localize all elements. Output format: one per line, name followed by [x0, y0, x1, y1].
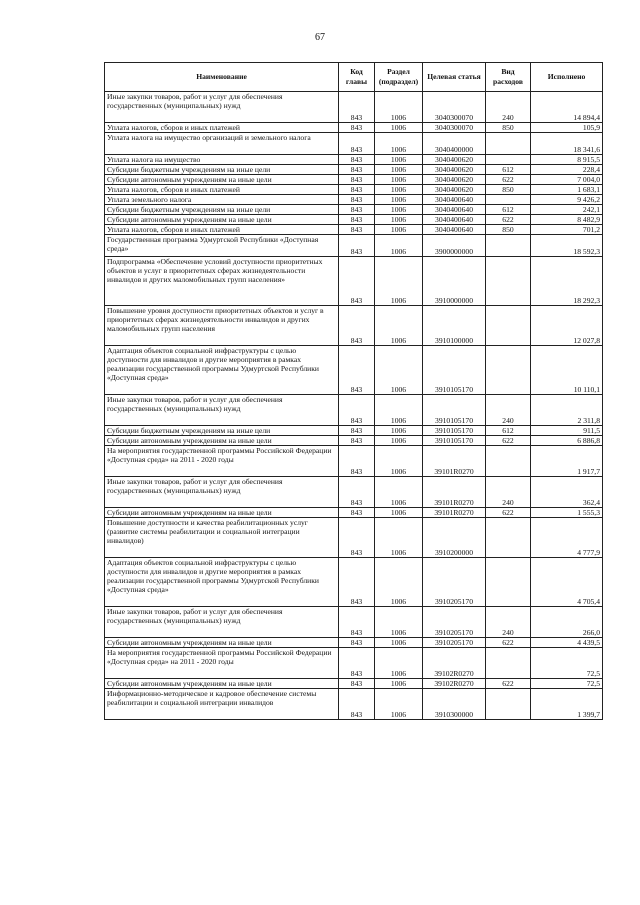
row-name: Субсидии бюджетным учреждениям на иные цели: [105, 205, 339, 215]
row-name: Уплата налога на имущество: [105, 155, 339, 165]
row-section: 1006: [375, 175, 423, 185]
row-section: 1006: [375, 446, 423, 477]
row-code: 843: [339, 175, 375, 185]
row-amount: 2 311,8: [531, 395, 603, 426]
table-row: [105, 648, 603, 679]
row-code: 843: [339, 607, 375, 638]
row-amount: 18 341,6: [531, 133, 603, 155]
row-amount: 12 027,8: [531, 306, 603, 346]
header-code: Код главы: [339, 63, 375, 92]
row-expense-type: 850: [486, 123, 531, 133]
table-row: [105, 215, 603, 225]
row-section: 1006: [375, 558, 423, 607]
table-row: [105, 607, 603, 638]
row-name: Иные закупки товаров, работ и услуг для обеспечения государственных (муниципальных) нужд: [105, 477, 339, 508]
row-section: 1006: [375, 123, 423, 133]
row-code: 843: [339, 123, 375, 133]
table-row: [105, 518, 603, 558]
row-amount: 18 592,3: [531, 235, 603, 257]
row-code: 843: [339, 346, 375, 395]
row-article: 3910205170: [423, 607, 486, 638]
row-amount: 4 777,9: [531, 518, 603, 558]
row-section: 1006: [375, 638, 423, 648]
row-section: 1006: [375, 235, 423, 257]
row-amount: 266,0: [531, 607, 603, 638]
row-article: 3040400000: [423, 133, 486, 155]
row-article: 3040400640: [423, 205, 486, 215]
row-name: Субсидии автономным учреждениям на иные цели: [105, 215, 339, 225]
table-row: [105, 426, 603, 436]
row-name: На мероприятия государственной программы Российской Федерации «Доступная среда» на 2011 - 2020 годы: [105, 648, 339, 679]
row-code: 843: [339, 648, 375, 679]
table-row: [105, 235, 603, 257]
row-expense-type: [486, 235, 531, 257]
row-expense-type: [486, 195, 531, 205]
row-name: Субсидии автономным учреждениям на иные цели: [105, 679, 339, 689]
row-amount: 9 426,2: [531, 195, 603, 205]
row-expense-type: [486, 133, 531, 155]
row-amount: 1 399,7: [531, 689, 603, 720]
row-name: Адаптация объектов социальной инфраструктуры с целью доступности для инвалидов и другие мероприятия в рамках реализации государственной программы Удмуртской Республики «Доступная среда»: [105, 346, 339, 395]
row-section: 1006: [375, 607, 423, 638]
row-amount: 1 555,3: [531, 508, 603, 518]
row-article: 3040400640: [423, 215, 486, 225]
row-amount: 8 482,9: [531, 215, 603, 225]
row-expense-type: 612: [486, 205, 531, 215]
row-name: Уплата налогов, сборов и иных платежей: [105, 123, 339, 133]
row-code: 843: [339, 446, 375, 477]
table-row: [105, 123, 603, 133]
table-row: [105, 165, 603, 175]
row-expense-type: 622: [486, 175, 531, 185]
row-article: 3040300070: [423, 123, 486, 133]
table-row: [105, 195, 603, 205]
row-section: 1006: [375, 92, 423, 123]
row-article: 3910000000: [423, 257, 486, 306]
row-amount: 6 886,8: [531, 436, 603, 446]
row-name: Информационно-методическое и кадровое обеспечение системы реабилитации и социальной интеграции инвалидов: [105, 689, 339, 720]
table-row: [105, 205, 603, 215]
table-row: [105, 679, 603, 689]
row-code: 843: [339, 235, 375, 257]
row-expense-type: 240: [486, 92, 531, 123]
row-section: 1006: [375, 689, 423, 720]
row-article: 3040400640: [423, 195, 486, 205]
row-article: 3040400620: [423, 175, 486, 185]
row-article: 3910105170: [423, 346, 486, 395]
row-name: Повышение доступности и качества реабилитационных услуг (развитие системы реабилитации и социальной интеграции инвалидов): [105, 518, 339, 558]
table-row: [105, 346, 603, 395]
table-row: [105, 225, 603, 235]
table-row: [105, 395, 603, 426]
table-row: [105, 175, 603, 185]
row-section: 1006: [375, 225, 423, 235]
row-amount: 72,5: [531, 648, 603, 679]
row-code: 843: [339, 689, 375, 720]
row-name: Иные закупки товаров, работ и услуг для обеспечения государственных (муниципальных) нужд: [105, 395, 339, 426]
header-article: Целевая статья: [423, 63, 486, 92]
row-code: 843: [339, 558, 375, 607]
row-article: 3910300000: [423, 689, 486, 720]
row-code: 843: [339, 257, 375, 306]
row-expense-type: [486, 648, 531, 679]
row-section: 1006: [375, 205, 423, 215]
row-section: 1006: [375, 346, 423, 395]
row-section: 1006: [375, 436, 423, 446]
row-amount: 10 110,1: [531, 346, 603, 395]
row-name: Повышение уровня доступности приоритетных объектов и услуг в приоритетных сферах жизнедеятельности инвалидов и других маломобильных групп населения: [105, 306, 339, 346]
row-expense-type: 612: [486, 165, 531, 175]
row-article: 3040400620: [423, 155, 486, 165]
row-article: 3040400620: [423, 165, 486, 175]
row-expense-type: [486, 306, 531, 346]
row-article: 3910200000: [423, 518, 486, 558]
budget-table-container: [104, 62, 602, 720]
row-code: 843: [339, 215, 375, 225]
row-article: 3910100000: [423, 306, 486, 346]
row-article: 3900000000: [423, 235, 486, 257]
row-code: 843: [339, 195, 375, 205]
row-amount: 242,1: [531, 205, 603, 215]
row-section: 1006: [375, 195, 423, 205]
row-amount: 4 439,5: [531, 638, 603, 648]
row-section: 1006: [375, 648, 423, 679]
row-code: 843: [339, 155, 375, 165]
row-expense-type: [486, 346, 531, 395]
row-expense-type: [486, 518, 531, 558]
row-name: Адаптация объектов социальной инфраструктуры с целью доступности для инвалидов и другие мероприятия в рамках реализации государственной программы Удмуртской Республики «Доступная среда»: [105, 558, 339, 607]
row-expense-type: 850: [486, 225, 531, 235]
row-amount: 362,4: [531, 477, 603, 508]
row-article: 39102R0270: [423, 648, 486, 679]
row-amount: 4 705,4: [531, 558, 603, 607]
row-expense-type: 612: [486, 426, 531, 436]
row-name: Подпрограмма «Обеспечение условий доступности приоритетных объектов и услуг в приоритетных сферах жизнедеятельности инвалидов и других маломобильных групп населения»: [105, 257, 339, 306]
row-code: 843: [339, 165, 375, 175]
table-header-row: [105, 63, 603, 92]
row-section: 1006: [375, 508, 423, 518]
row-code: 843: [339, 477, 375, 508]
row-article: 3040300070: [423, 92, 486, 123]
row-section: 1006: [375, 133, 423, 155]
row-article: 3910205170: [423, 638, 486, 648]
header-executed: Исполнено: [531, 63, 603, 92]
row-article: 39101R0270: [423, 446, 486, 477]
row-section: 1006: [375, 257, 423, 306]
row-amount: 105,9: [531, 123, 603, 133]
budget-table: [104, 62, 603, 720]
row-article: 3910205170: [423, 558, 486, 607]
row-expense-type: 240: [486, 395, 531, 426]
table-row: [105, 306, 603, 346]
row-amount: 72,5: [531, 679, 603, 689]
header-section: Раздел (подраздел): [375, 63, 423, 92]
row-code: 843: [339, 185, 375, 195]
row-article: 3040400640: [423, 225, 486, 235]
table-row: [105, 446, 603, 477]
row-section: 1006: [375, 215, 423, 225]
row-amount: 8 915,5: [531, 155, 603, 165]
row-code: 843: [339, 426, 375, 436]
row-section: 1006: [375, 679, 423, 689]
row-article: 3910105170: [423, 395, 486, 426]
row-article: 3910105170: [423, 436, 486, 446]
row-section: 1006: [375, 185, 423, 195]
row-section: 1006: [375, 306, 423, 346]
table-row: [105, 185, 603, 195]
row-code: 843: [339, 306, 375, 346]
row-section: 1006: [375, 155, 423, 165]
table-row: [105, 257, 603, 306]
header-name: Наименование: [105, 63, 339, 92]
row-name: Уплата налогов, сборов и иных платежей: [105, 225, 339, 235]
row-expense-type: [486, 446, 531, 477]
row-code: 843: [339, 638, 375, 648]
row-section: 1006: [375, 165, 423, 175]
row-expense-type: 622: [486, 638, 531, 648]
row-expense-type: 622: [486, 215, 531, 225]
row-section: 1006: [375, 395, 423, 426]
row-expense-type: 622: [486, 436, 531, 446]
row-code: 843: [339, 436, 375, 446]
row-article: 39101R0270: [423, 477, 486, 508]
row-expense-type: 622: [486, 679, 531, 689]
row-name: Уплата земельного налога: [105, 195, 339, 205]
row-section: 1006: [375, 426, 423, 436]
row-expense-type: [486, 257, 531, 306]
table-row: [105, 477, 603, 508]
row-expense-type: 622: [486, 508, 531, 518]
row-expense-type: 240: [486, 477, 531, 508]
row-amount: 701,2: [531, 225, 603, 235]
row-article: 3040400620: [423, 185, 486, 195]
row-amount: 14 894,4: [531, 92, 603, 123]
row-name: Иные закупки товаров, работ и услуг для обеспечения государственных (муниципальных) нужд: [105, 607, 339, 638]
row-expense-type: 850: [486, 185, 531, 195]
row-article: 3910105170: [423, 426, 486, 436]
row-name: Государственная программа Удмуртской Республики «Доступная среда»: [105, 235, 339, 257]
row-code: 843: [339, 395, 375, 426]
row-code: 843: [339, 92, 375, 123]
row-name: Субсидии автономным учреждениям на иные цели: [105, 638, 339, 648]
row-name: Субсидии автономным учреждениям на иные цели: [105, 175, 339, 185]
row-amount: 7 004,0: [531, 175, 603, 185]
row-amount: 18 292,3: [531, 257, 603, 306]
table-body: [105, 92, 603, 720]
table-row: [105, 92, 603, 123]
row-article: 39101R0270: [423, 508, 486, 518]
header-expense-type: Вид расходов: [486, 63, 531, 92]
row-expense-type: [486, 689, 531, 720]
table-row: [105, 689, 603, 720]
row-name: Субсидии автономным учреждениям на иные цели: [105, 436, 339, 446]
table-row: [105, 558, 603, 607]
row-name: Уплата налогов, сборов и иных платежей: [105, 185, 339, 195]
row-code: 843: [339, 679, 375, 689]
page-number: 67: [315, 32, 325, 43]
row-name: Субсидии бюджетным учреждениям на иные цели: [105, 426, 339, 436]
row-amount: 228,4: [531, 165, 603, 175]
row-name: Субсидии бюджетным учреждениям на иные цели: [105, 165, 339, 175]
row-section: 1006: [375, 477, 423, 508]
row-expense-type: 240: [486, 607, 531, 638]
table-row: [105, 508, 603, 518]
row-code: 843: [339, 205, 375, 215]
row-name: Иные закупки товаров, работ и услуг для обеспечения государственных (муниципальных) нужд: [105, 92, 339, 123]
table-row: [105, 436, 603, 446]
row-code: 843: [339, 518, 375, 558]
row-article: 39102R0270: [423, 679, 486, 689]
table-row: [105, 155, 603, 165]
row-code: 843: [339, 133, 375, 155]
row-code: 843: [339, 508, 375, 518]
row-name: На мероприятия государственной программы Российской Федерации «Доступная среда» на 2011 - 2020 годы: [105, 446, 339, 477]
row-expense-type: [486, 155, 531, 165]
row-code: 843: [339, 225, 375, 235]
row-name: Уплата налога на имущество организаций и земельного налога: [105, 133, 339, 155]
row-name: Субсидии автономным учреждениям на иные цели: [105, 508, 339, 518]
row-expense-type: [486, 558, 531, 607]
row-amount: 911,5: [531, 426, 603, 436]
row-section: 1006: [375, 518, 423, 558]
row-amount: 1 917,7: [531, 446, 603, 477]
table-row: [105, 638, 603, 648]
row-amount: 1 683,1: [531, 185, 603, 195]
table-row: [105, 133, 603, 155]
